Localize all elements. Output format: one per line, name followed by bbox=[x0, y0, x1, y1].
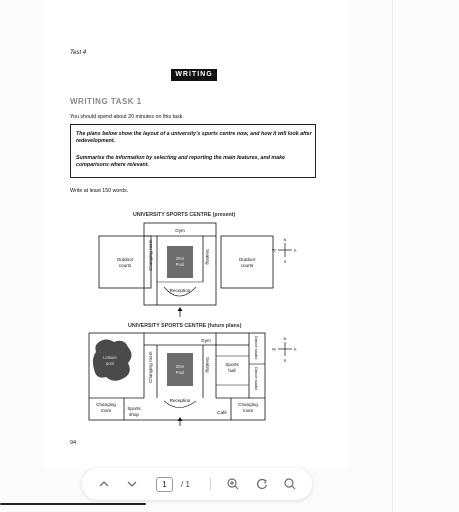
chevron-up-icon[interactable] bbox=[96, 476, 112, 492]
page-number: 94 bbox=[70, 440, 77, 446]
plan-present-title: UNIVERSITY SPORTS CENTRE (present) bbox=[133, 212, 236, 218]
future-changing-right-label-2: room bbox=[242, 408, 254, 413]
horizontal-scrollbar[interactable] bbox=[0, 503, 146, 505]
present-reception-label: Reception bbox=[169, 288, 191, 293]
future-sports-hall-label-1: Sports bbox=[225, 362, 239, 367]
task-title: WRITING TASK 1 bbox=[70, 97, 142, 106]
compass-s-label: S bbox=[283, 259, 287, 264]
future-dance-studio-label-1: Dance studio bbox=[254, 336, 259, 360]
future-reception-label: Reception bbox=[169, 398, 191, 403]
future-seating-label: Seating bbox=[205, 357, 210, 373]
future-leisure-pool-label-2: pool bbox=[106, 361, 114, 366]
present-pool-label-1: 25m bbox=[175, 256, 185, 261]
present-seating-label: Seating bbox=[205, 249, 210, 265]
present-changing-room-label: Changing room bbox=[148, 239, 153, 271]
present-pool-label-2: Pool bbox=[175, 262, 185, 267]
prompt-description: The plans below show the layout of a university's sports centre now, and how it will look after redevelopment. bbox=[76, 131, 312, 144]
future-sports-hall-label-2: hall bbox=[228, 368, 236, 373]
future-changing-room-label: Changing room bbox=[148, 351, 153, 383]
future-changing-left-label-1: Changing bbox=[96, 402, 116, 407]
page-total: / 1 bbox=[181, 480, 190, 489]
compass-s-label-2: S bbox=[283, 358, 287, 363]
future-pool-label-2: Pool bbox=[175, 370, 185, 375]
compass-w-label-2: W bbox=[272, 346, 276, 352]
writing-banner: WRITING bbox=[171, 69, 217, 81]
present-outdoor-left-label-2: courts bbox=[118, 263, 132, 268]
zoom-in-icon[interactable] bbox=[225, 476, 241, 492]
test-label: Test 4 bbox=[70, 50, 87, 56]
compass-e-label-2: E bbox=[294, 346, 297, 352]
pdf-toolbar bbox=[82, 468, 312, 500]
toolbar-divider bbox=[210, 478, 211, 490]
time-instruction: You should spend about 20 minutes on this task. bbox=[70, 114, 184, 120]
rotate-icon[interactable] bbox=[254, 476, 270, 492]
future-dance-studio-label-2: Dance studio bbox=[254, 367, 259, 391]
prompt-instruction: Summarise the information by selecting and reporting the main features, and make comparisons where relevant. bbox=[76, 155, 285, 168]
future-sports-shop-label-1: Sports bbox=[127, 406, 141, 411]
search-icon[interactable] bbox=[282, 476, 298, 492]
present-outdoor-left-label-1: Outdoor bbox=[116, 257, 134, 262]
chevron-down-icon[interactable] bbox=[124, 476, 140, 492]
future-pool-label-1: 25m bbox=[175, 364, 185, 369]
word-count-instruction: Write at least 150 words. bbox=[70, 188, 129, 194]
compass-n-label-2: N bbox=[283, 336, 287, 341]
future-leisure-pool-label-1: Leisure bbox=[103, 355, 117, 360]
compass-w-label: W bbox=[272, 247, 276, 253]
compass-n-label: N bbox=[283, 237, 287, 242]
page-number-input[interactable] bbox=[156, 477, 173, 492]
present-gym-label: Gym bbox=[175, 228, 185, 233]
future-changing-right-label-1: Changing bbox=[238, 402, 258, 407]
plan-future-title: UNIVERSITY SPORTS CENTRE (future plans) bbox=[128, 323, 242, 329]
present-outdoor-right-label-1: Outdoor bbox=[238, 257, 256, 262]
future-sports-shop-label-2: shop bbox=[129, 412, 139, 417]
future-changing-left-label-2: room bbox=[100, 408, 112, 413]
future-cafe-label: Café bbox=[217, 410, 227, 415]
compass-e-label: E bbox=[294, 247, 297, 253]
future-gym-label: Gym bbox=[201, 338, 211, 343]
present-outdoor-right-label-2: courts bbox=[240, 263, 254, 268]
